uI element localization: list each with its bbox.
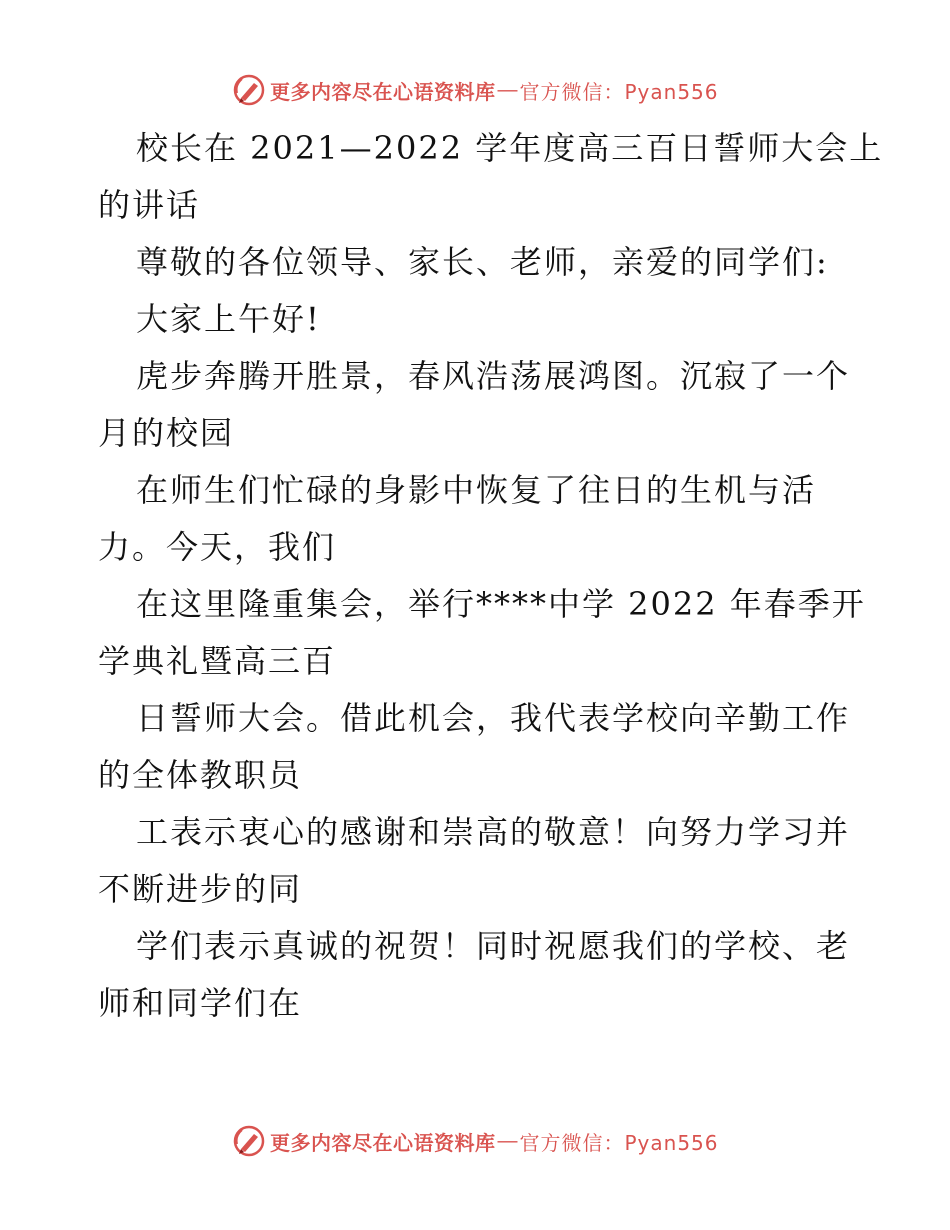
pen-logo-icon [232,73,266,107]
text-line: 工表示衷心的感谢和崇高的敬意！向努力学习并 [136,813,851,851]
speech-body [98,120,884,1032]
text-line: 校长在 2021—2022 学年度高三百日誓师大会上 [136,129,884,167]
watermark-brand: 更多内容尽在心语资料库 [270,79,496,104]
text-line: 的讲话 [98,186,201,224]
text-line: 大家上午好! [136,300,321,338]
watermark-separator: — [497,1129,518,1152]
footer-watermark [232,1123,719,1159]
text-line: 学典礼暨高三百 [98,642,337,680]
text-line: 在这里隆重集会，举行****中学 2022 年春季开 [136,585,866,623]
watermark-separator: — [497,78,518,101]
text-line: 不断进步的同 [98,870,303,908]
text-line: 在师生们忙碌的身影中恢复了往日的生机与活 [136,471,817,509]
text-line: 力。今天，我们 [98,528,337,566]
header-watermark [232,72,719,108]
watermark-contact: 官方微信：Pyan556 [519,79,719,104]
text-line: 月的校园 [98,414,235,452]
text-line: 学们表示真诚的祝贺！同时祝愿我们的学校、老 [136,927,851,965]
watermark-contact: 官方微信：Pyan556 [519,1130,719,1155]
text-line: 日誓师大会。借此机会，我代表学校向辛勤工作 [136,699,851,737]
watermark-brand: 更多内容尽在心语资料库 [270,1130,496,1155]
text-line: 虎步奔腾开胜景，春风浩荡展鸿图。沉寂了一个 [136,357,851,395]
text-line: 尊敬的各位领导、家长、老师，亲爱的同学们: [136,243,829,281]
text-line: 的全体教职员 [98,756,303,794]
text-line: 师和同学们在 [98,984,303,1022]
pen-logo-icon [232,1124,266,1158]
